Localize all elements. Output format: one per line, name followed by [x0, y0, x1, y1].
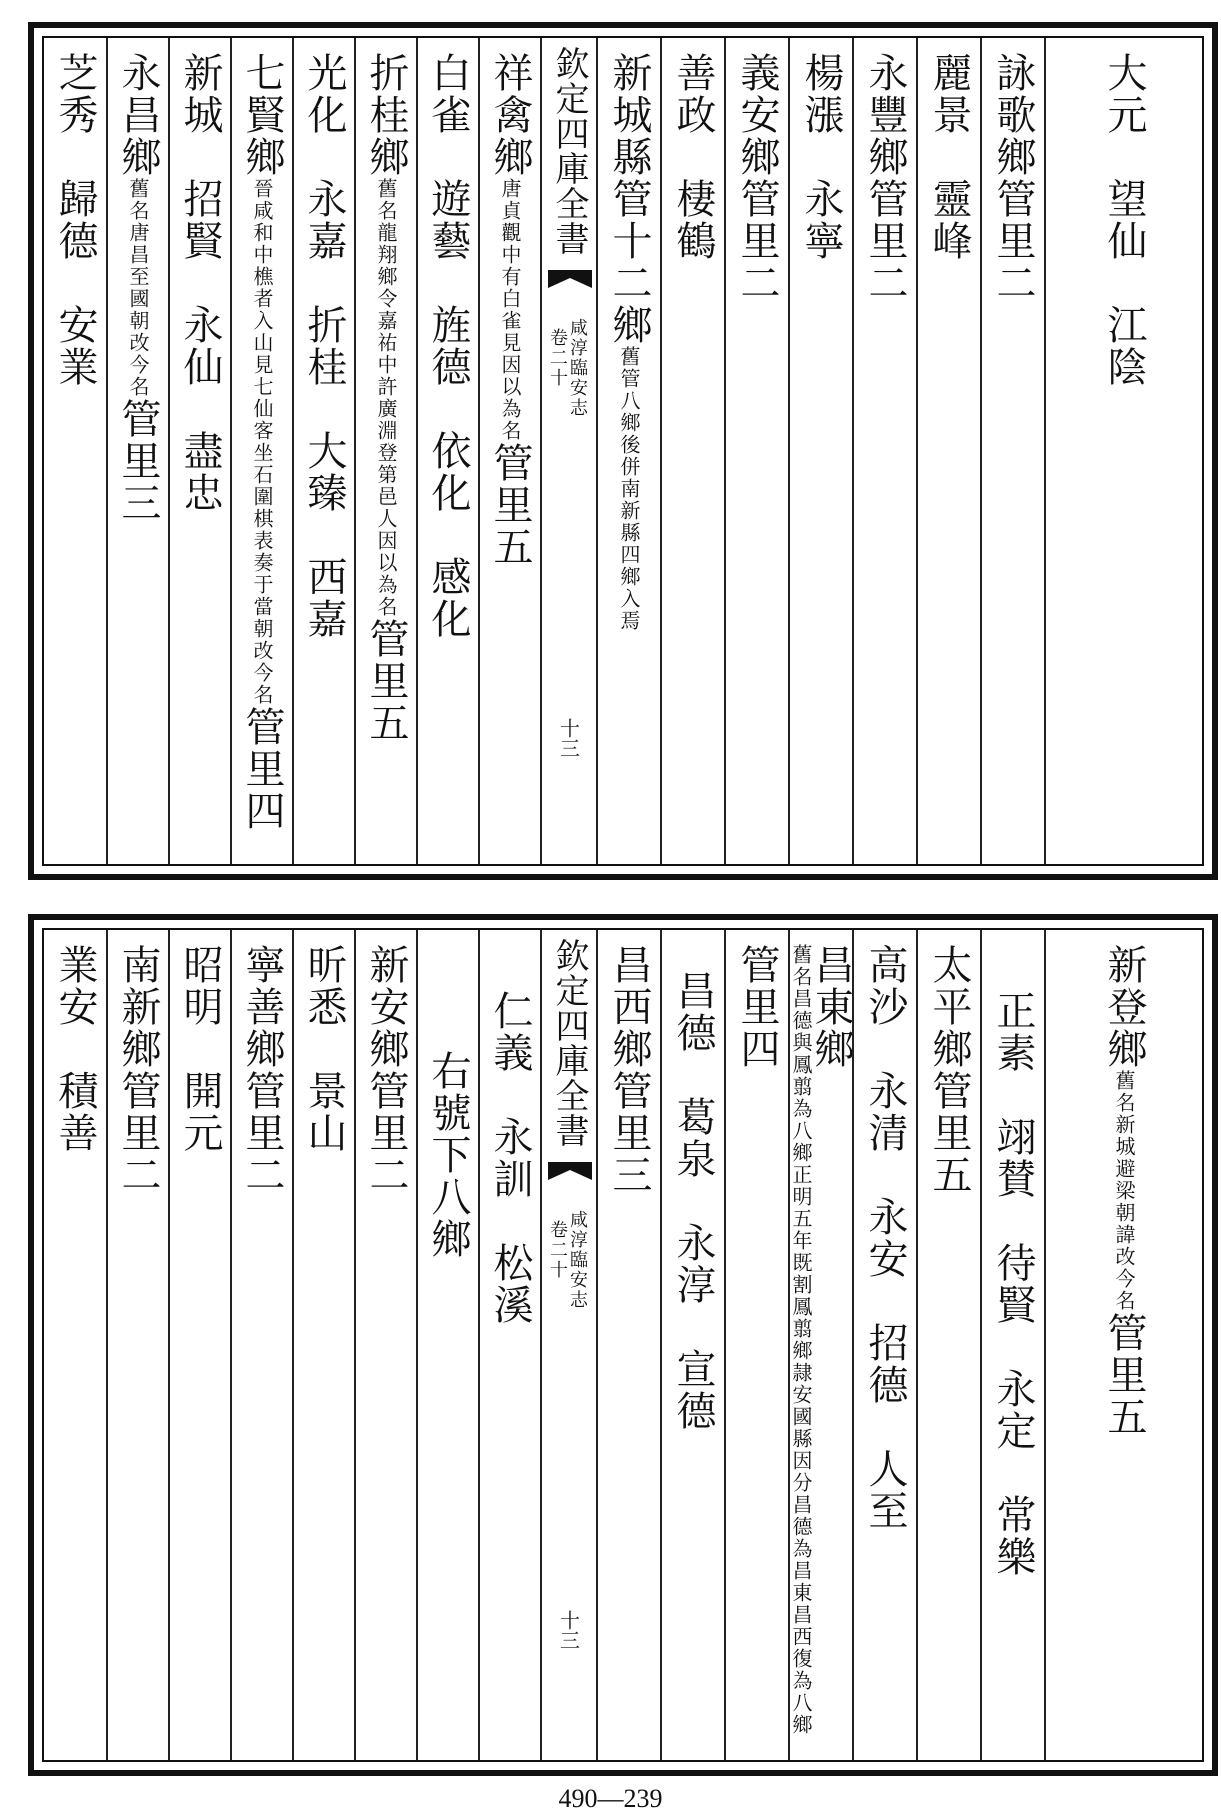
column-text: 詠歌鄉管里二 [990, 52, 1036, 304]
column-main: 折桂鄉 [363, 52, 409, 178]
book-title-label: 咸淳臨安志 [567, 318, 588, 418]
column-main: 永昌鄉 [115, 52, 161, 178]
column-text [363, 52, 409, 744]
column-text [606, 52, 652, 632]
column-text: 正素 翊賛 待賢 永定 常樂 [990, 990, 1036, 1578]
column-text: 善政 棲鶴 [670, 52, 716, 262]
text-column [106, 38, 168, 864]
column-note: 唐貞觀中有白雀見因以為名 [498, 178, 522, 442]
column-text: 太平鄉管里五 [926, 944, 972, 1196]
text-column [416, 930, 478, 1760]
column-tail: 管里四 [239, 706, 285, 832]
column-main: 新城縣管十二鄉 [606, 52, 652, 346]
column-note: 晉咸和中樵者入山見七仙客坐石圍棋表奏于當朝改今名 [250, 178, 274, 706]
text-column [980, 930, 1044, 1760]
column-text: 大元 望仙 江陰 [1101, 52, 1147, 388]
column-main: 新登鄉 [1101, 944, 1147, 1070]
text-column [292, 930, 354, 1760]
leaf-number: 十三 [556, 1610, 581, 1650]
text-column [106, 930, 168, 1760]
column-main: 七賢鄉 [239, 52, 285, 178]
column-text [487, 52, 533, 568]
text-column [596, 930, 660, 1760]
column-text: 昕悉 景山 [301, 944, 347, 1154]
bottom-page-panel [28, 914, 1218, 1776]
column-text: 昭明 開元 [177, 944, 223, 1154]
column-text: 麗景 靈峰 [926, 52, 972, 262]
column-tail: 管里五 [363, 618, 409, 744]
column-text: 寧善鄉管里二 [239, 944, 285, 1196]
column-text: 昌德 葛泉 永淳 宣德 [670, 970, 716, 1432]
column-text: 永豐鄉管里二 [862, 52, 908, 304]
text-column [354, 930, 416, 1760]
column-text [789, 944, 854, 1760]
bottom-page-frame [42, 928, 1204, 1762]
column-text: 新安鄉管里二 [363, 944, 409, 1196]
column-tail: 管里三 [115, 398, 161, 524]
column-note: 舊名唐昌至國朝改今名 [126, 178, 150, 398]
text-column [478, 38, 540, 864]
text-column [354, 38, 416, 864]
text-column [44, 38, 106, 864]
column-text [239, 52, 285, 832]
text-column [292, 38, 354, 864]
center-label-column [540, 38, 596, 864]
book-title-label: 咸淳臨安志 [567, 1210, 588, 1310]
text-column [168, 38, 230, 864]
text-column [788, 38, 852, 864]
text-column [788, 930, 852, 1760]
text-column [916, 38, 980, 864]
top-page-frame [42, 36, 1204, 866]
text-column [1044, 38, 1202, 864]
leaf-number: 十三 [556, 718, 581, 758]
column-text [115, 52, 161, 524]
book-series-title: 欽定四庫全書 [549, 46, 589, 256]
text-column [168, 930, 230, 1760]
column-text: 右號下八鄉 [425, 1050, 471, 1260]
column-tail: 管里五 [1101, 1312, 1147, 1438]
volume-label: 卷二十 [547, 1220, 568, 1280]
column-text: 仁義 永訓 松溪 [487, 990, 533, 1326]
column-tail: 管里五 [487, 442, 533, 568]
column-text: 光化 永嘉 折桂 大臻 西嘉 [301, 52, 347, 640]
volume-label: 卷二十 [547, 328, 568, 388]
text-column [230, 38, 292, 864]
column-note: 舊名昌德與鳳翦為八鄉正明五年既割鳳翦鄉隷安國縣因分昌德為昌東昌西復為八鄉 [789, 944, 813, 1736]
column-text: 楊漲 永寧 [798, 52, 844, 262]
text-column [416, 38, 478, 864]
column-note: 舊管八鄉後併南新縣四鄉入焉 [617, 346, 641, 632]
column-text: 白雀 遊藝 旌德 依化 感化 [425, 52, 471, 640]
center-label-column [540, 930, 596, 1760]
column-text: 新城 招賢 永仙 盡忠 [177, 52, 223, 514]
text-column [724, 38, 788, 864]
column-text: 義安鄉管里二 [734, 52, 780, 304]
text-column [852, 38, 916, 864]
fish-tail-mark [548, 1162, 590, 1194]
column-main: 祥禽鄉 [487, 52, 533, 178]
text-column [916, 930, 980, 1760]
column-text: 南新鄉管里二 [115, 944, 161, 1196]
column-text: 昌西鄉管里三 [606, 944, 652, 1196]
text-column [230, 930, 292, 1760]
text-column [852, 930, 916, 1760]
text-column [1044, 930, 1202, 1760]
column-main: 昌東鄉 [808, 944, 854, 1070]
fish-tail-mark [548, 270, 590, 302]
text-column [478, 930, 540, 1760]
text-column [44, 930, 106, 1760]
column-text: 管里四 [734, 944, 780, 1070]
page-number: 490—239 [558, 1784, 663, 1813]
text-column [596, 38, 660, 864]
book-series-title: 欽定四庫全書 [549, 938, 589, 1148]
text-column [980, 38, 1044, 864]
column-note: 舊名龍翔鄉令嘉祐中許廣淵登第邑人因以為名 [374, 178, 398, 618]
column-note: 舊名新城避梁朝諱改今名 [1112, 1070, 1136, 1312]
column-text: 高沙 永清 永安 招德 人至 [862, 944, 908, 1532]
top-page-panel [28, 22, 1218, 880]
text-column [724, 930, 788, 1760]
column-text: 業安 積善 [52, 944, 98, 1154]
text-column [660, 930, 724, 1760]
column-text [1101, 944, 1147, 1438]
text-column [660, 38, 724, 864]
column-text: 芝秀 歸德 安業 [52, 52, 98, 388]
